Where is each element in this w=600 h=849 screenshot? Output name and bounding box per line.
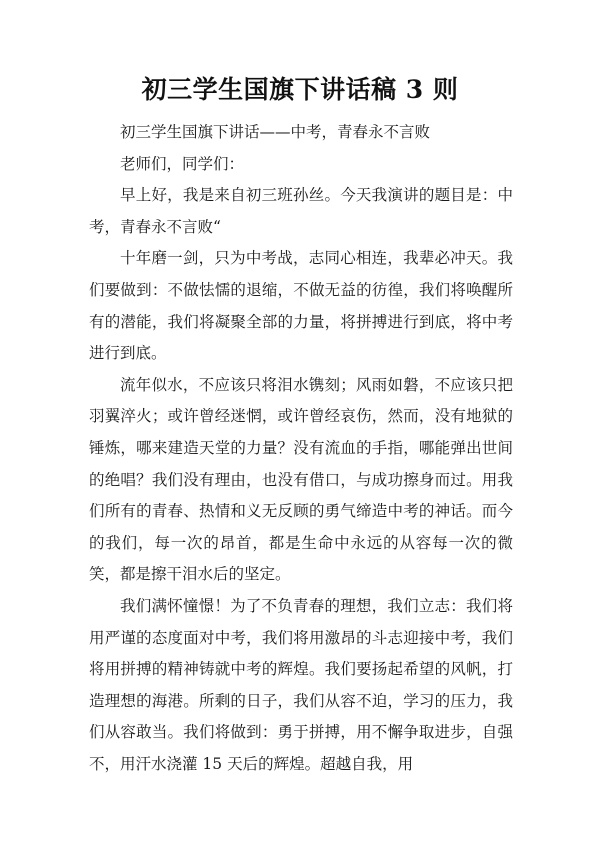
paragraph-aspiration: 我们满怀憧憬！为了不负青春的理想，我们立志：我们将用严谨的态度面对中考，我们将用激昂的斗志迎接中考，我们将用拼搏的精神铸就中考的辉煌。我们要扬起希望的风帆，打造理想的海港。所剩的日子，我们从容不迫，学习的压力，我们从容敢当。我们将做到：勇于拼搏，用不懈争取进步，自强不，用汗水浇灌 15 天后的辉煌。超越自我，用 — [89, 596, 513, 773]
paragraph-subtitle: 初三学生国旗下讲话——中考，青春永不言败 — [120, 123, 431, 141]
paragraph-intro: 早上好，我是来自初三班孙丝。今天我演讲的题目是：中考，青春永不言败“ — [89, 186, 513, 236]
paragraph-resolve: 十年磨一剑，只为中考战，志同心相连，我辈必冲天。我们要做到：不做怯懦的退缩，不做无益的彷徨，我们将唤醒所有的潜能，我们将凝聚全部的力量，将拼搏进行到底，将中考进行到底。 — [89, 249, 513, 363]
document-title: 初三学生国旗下讲话稿 3 则 — [141, 75, 459, 104]
paragraph-greeting: 老师们，同学们： — [120, 154, 245, 173]
document-body — [89, 117, 513, 780]
paragraph-time: 流年似水，不应该只将泪水镌刻；风雨如磐，不应该只把羽翼淬火；或许曾经迷惘，或许曾经哀伤，然而，没有地狱的锤炼，哪来建造天堂的力量？没有流血的手指，哪能弹出世间的绝唱？我们没有理由，也没有借口，与成功擦身而过。用我们所有的青春、热情和义无反顾的勇气缔造中考的神话。而今的我们，每一次的昂首，都是生命中永远的从容每一次的微笑，都是擦干泪水后的坚定。 — [89, 375, 513, 584]
